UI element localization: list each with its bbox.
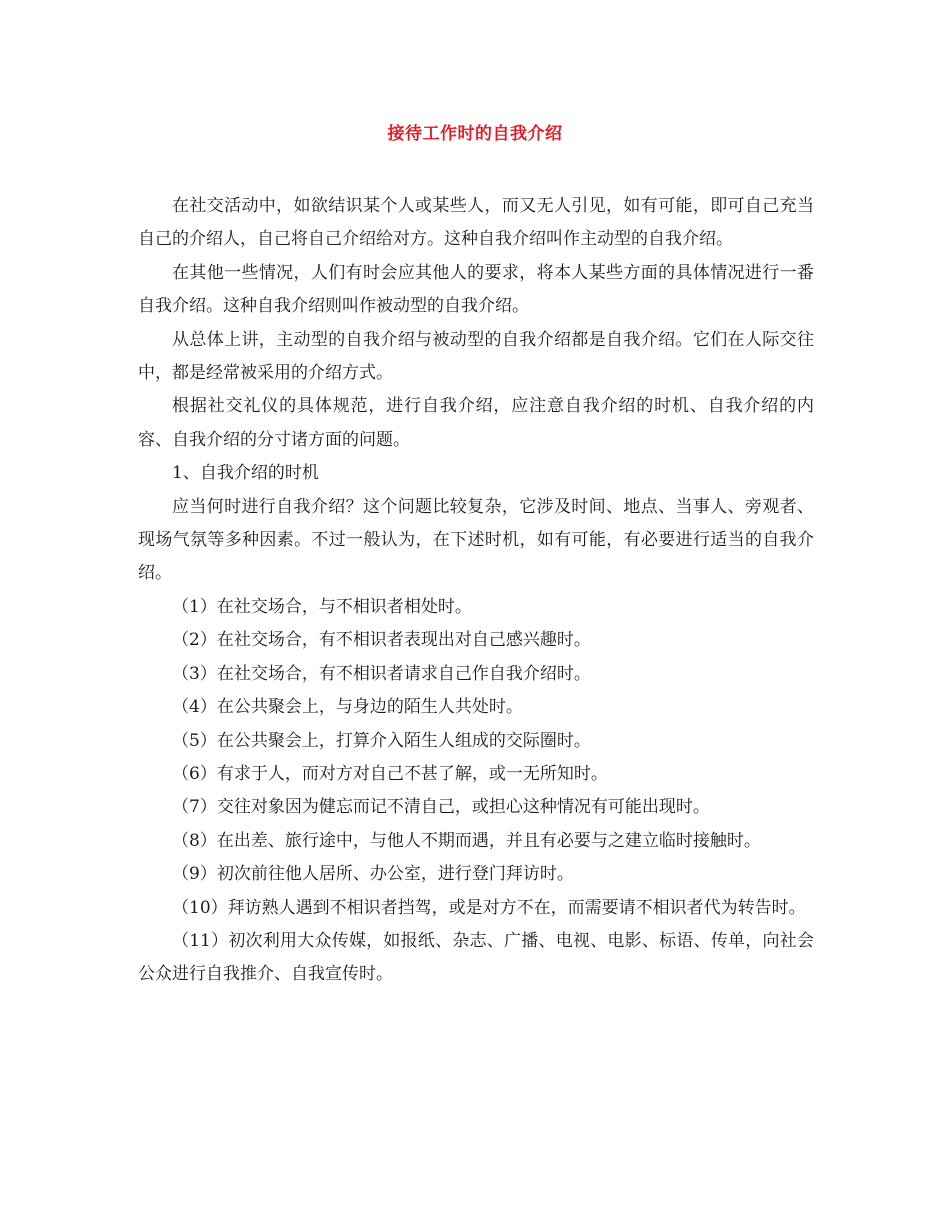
list-item-1: （1）在社交场合，与不相识者相处时。: [172, 596, 472, 617]
list-item-5: （5）在公共聚会上，打算介入陌生人组成的交际圈时。: [172, 730, 591, 751]
list-item-3: （3）在社交场合，有不相识者请求自己作自我介绍时。: [172, 663, 591, 684]
list-item-7: （7）交往对象因为健忘而记不清自己，或担心这种情况有可能出现时。: [172, 797, 710, 818]
paragraph-timing-question: 应当何时进行自我介绍？这个问题比较复杂，它涉及时间、地点、当事人、旁观者、现场气氛等多种因素。不过一般认为，在下述时机，如有可能，有必要进行适当的自我介绍。: [138, 496, 814, 584]
list-item-8: （8）在出差、旅行途中，与他人不期而遇，并且有必要与之建立临时接触时。: [172, 830, 761, 851]
paragraph-intro-active: 在社交活动中，如欲结识某个人或某些人，而又无人引见，如有可能，即可自己充当自己的介绍人，自己将自己介绍给对方。这种自我介绍叫作主动型的自我介绍。: [138, 196, 814, 250]
section-heading-timing: 1、自我介绍的时机: [172, 463, 319, 484]
list-item-9: （9）初次前往他人居所、办公室，进行登门拜访时。: [172, 864, 574, 885]
paragraph-summary: 从总体上讲，主动型的自我介绍与被动型的自我介绍都是自我介绍。它们在人际交往中，都是经常被采用的介绍方式。: [138, 329, 814, 384]
list-item-10: （10）拜访熟人遇到不相识者挡驾，或是对方不在，而需要请不相识者代为转告时。: [172, 897, 806, 918]
list-item-11: （11）初次利用大众传媒，如报纸、杂志、广播、电视、电影、标语、传单，向社会公众进行自我推介、自我宣传时。: [138, 930, 814, 985]
list-item-2: （2）在社交场合，有不相识者表现出对自己感兴趣时。: [172, 630, 591, 651]
paragraph-norms: 根据社交礼仪的具体规范，进行自我介绍，应注意自我介绍的时机、自我介绍的内容、自我介绍的分寸诸方面的问题。: [138, 396, 814, 450]
list-item-4: （4）在公共聚会上，与身边的陌生人共处时。: [172, 697, 523, 718]
paragraph-intro-passive: 在其他一些情况，人们有时会应其他人的要求，将本人某些方面的具体情况进行一番自我介绍。这种自我介绍则叫作被动型的自我介绍。: [138, 262, 814, 317]
document-body: [138, 190, 814, 992]
list-item-6: （6）有求于人，而对方对自己不甚了解，或一无所知时。: [172, 763, 608, 784]
document-title: 接待工作时的自我介绍: [387, 124, 563, 144]
